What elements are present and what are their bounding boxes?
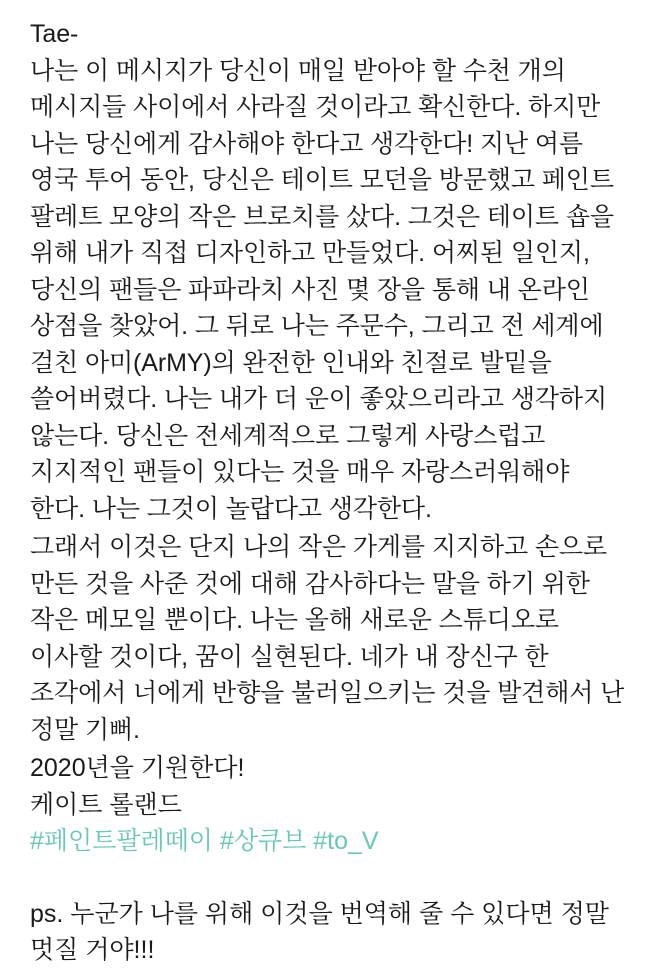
greeting-line: Tae- [30, 20, 79, 48]
hashtag-list [30, 823, 628, 860]
closing-line: 2020년을 기원한다! [30, 754, 245, 782]
hashtag-to-v[interactable]: #to_V [313, 827, 379, 855]
postscript-line: ps. 누군가 나를 위해 이것을 번역해 줄 수 있다면 정말 멋질 거야!!! [30, 899, 609, 964]
spacer [30, 860, 628, 896]
paragraph-two: 그래서 이것은 단지 나의 작은 가게를 지지하고 손으로 만든 것을 사준 것에 대해 감사하다는 말을 하기 위한 작은 메모일 뿐이다. 나는 올해 새로운 스튜디오로 이사할 것이다, 꿈이 실현된다. 네가 내 장신구 한 조각에서 너에게 반향을 불러일으키는 것을 발견해서 난 정말 기뻐. [30, 533, 625, 744]
hashtag-sangcube[interactable]: #상큐브 [219, 827, 307, 855]
paragraph-one: 나는 이 메시지가 당신이 매일 받아야 할 수천 개의 메시지들 사이에서 사라질 것이라고 확신한다. 하지만 나는 당신에게 감사해야 한다고 생각한다! 지난 여름 영국 투어 동안, 당신은 테이트 모던을 방문했고 페인트 팔레트 모양의 작은 브로치를 샀다. 그것은 테이트 숍을 위해 내가 직접 디자인하고 만들었다. 어찌된 일인지, 당신의 팬들은 파파라치 사진 몇 장을 통해 내 온라인 상점을 찾았어. 그 뒤로 나는 주문수, 그리고 전 세계에 걸친 아미(ArMY)의 완전한 인내와 친절로 발밑을 쓸어버렸다. 나는 내가 더 운이 좋았으리라고 생각하지 않는다. 당신은 전세계적으로 그렇게 사랑스럽고 지지적인 팬들이 있다는 것을 매우 자랑스러워해야 한다. 나는 그것이 놀랍다고 생각한다. [30, 56, 614, 523]
signature-line: 케이트 롤랜드 [30, 790, 182, 819]
hashtag-paint-palette[interactable]: #페인트팔레떼이 [30, 827, 213, 855]
